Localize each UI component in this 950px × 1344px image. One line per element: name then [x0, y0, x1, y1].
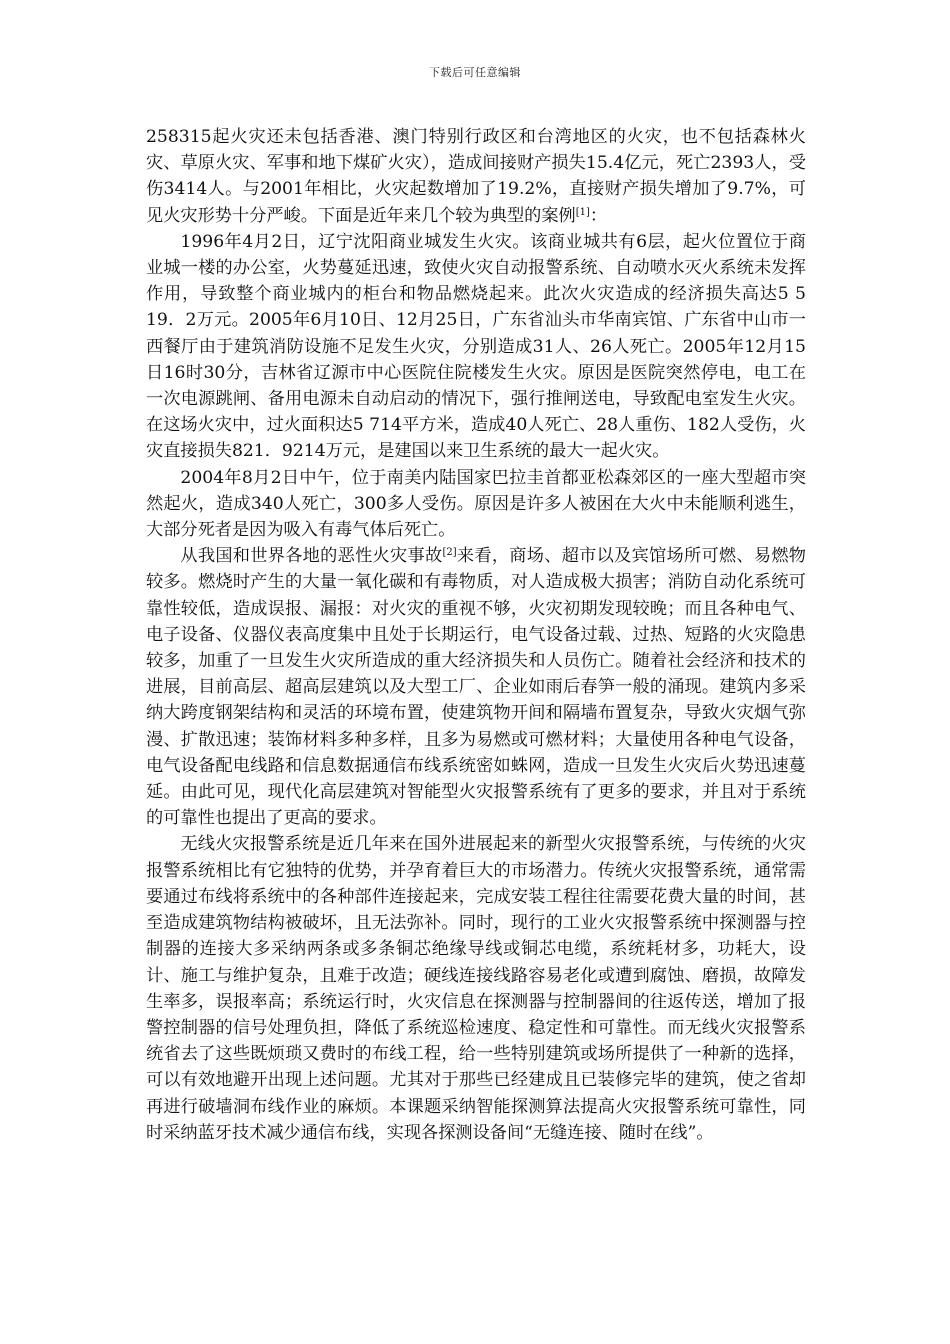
citation-reference: [2] [442, 547, 457, 559]
paragraph-text: 无线火灾报警系统是近几年来在国外进展起来的新型火灾报警系统，与传统的火灾报警系统相比有它独特的优势，并孕育着巨大的市场潜力。传统火灾报警系统，通常需要通过布线将系统中的各种部件连接起来，完成安装工程往往需要花费大量的时间，甚至造成建筑物结构被破坏，且无法弥补。同时，现行的工业火灾报警系统中探测器与控制器的连接大多采纳两条或多条铜芯绝缘导线或铜芯电缆，系统耗材多，功耗大，设计、施工与维护复杂，且难于改造；硬线连接线路容易老化或遭到腐蚀、磨损，故障发生率多，误报率高；系统运行时，火灾信息在探测器与控制器间的往返传送，增加了报警控制器的信号处理负担，降低了系统巡检速度、稳定性和可靠性。而无线火灾报警系统省去了这些既烦琐又费时的布线工程，给一些特别建筑或场所提供了一种新的选择，可以有效地避开出现上述问题。尤其对于那些已经建成且已装修完毕的建筑，使之省却再进行破墙洞布线作业的麻烦。本课题采纳智能探测算法提高火灾报警系统可靠性，同时采纳蓝牙技术减少通信布线，实现各探测设备间“无缝连接、随时在线”。 [146, 834, 806, 1143]
document-body [146, 124, 806, 1146]
paragraph-text: 1996年4月2日，辽宁沈阳商业城发生火灾。该商业城共有6层，起火位置位于商业城一楼的办公室，火势蔓延迅速，致使火灾自动报警系统、自动喷水灭火系统未发挥作用，导致整个商业城内的柜台和物品燃烧起来。此次火灾造成的经济损失高达5 5 19．2万元。2005年6月10日、12月25日，广东省汕头市华南宾馆、广东省中山市一西餐厅由于建筑消防设施不足发生火灾，分别造成31人、26人死亡。2005年12月15日16时30分，吉林省辽源市中心医院住院楼发生火灾。原因是医院突然停电，电工在一次电源跳闸、备用电源未自动启动的情况下，强行推闸送电，导致配电室发生火灾。在这场火灾中，过火面积达5 714平方米，造成40人死亡、28人重伤、182人受伤，火灾直接损失821．9214万元，是建国以来卫生系统的最大一起火灾。 [146, 231, 806, 462]
body-paragraph [146, 831, 806, 1145]
paragraph-text: 2004年8月2日中午，位于南美内陆国家巴拉圭首都亚松森郊区的一座大型超市突然起火，造成340人死亡，300多人受伤。原因是许多人被困在大火中未能顺利逃生，大部分死者是因为吸入有毒气体后死亡。 [146, 467, 806, 541]
body-paragraph [146, 124, 806, 229]
paragraph-text: 258315起火灾还未包括香港、澳门特别行政区和台湾地区的火灾，也不包括森林火灾、草原火灾、军事和地下煤矿火灾），造成间接财产损失15.4亿元，死亡2393人，受伤3414人。与2001年相比，火灾起数增加了19.2%，直接财产损失增加了9.7%，可见火灾形势十分严峻。下面是近年来几个较为典型的案例 [146, 127, 806, 226]
paragraph-text: 从我国和世界各地的恶性火灾事故 [180, 546, 443, 567]
body-paragraph [146, 465, 806, 544]
paragraph-text: ： [589, 205, 608, 226]
body-paragraph [146, 229, 806, 465]
body-paragraph [146, 543, 806, 831]
paragraph-text: 来看，商场、超市以及宾馆场所可燃、易燃物较多。燃烧时产生的大量一氧化碳和有毒物质，对人造成极大损害；消防自动化系统可靠性较低，造成误报、漏报：对火灾的重视不够，火灾初期发现较晚；而且各种电气、电子设备、仪器仪表高度集中且处于长期运行，电气设备过载、过热、短路的火灾隐患较多，加重了一旦发生火灾所造成的重大经济损失和人员伤亡。随着社会经济和技术的进展，目前高层、超高层建筑以及大型工厂、企业如雨后春笋一般的涌现。建筑内多采纳大跨度钢架结构和灵活的环境布置，使建筑物开间和隔墙布置复杂，导致火灾烟气弥漫、扩散迅速；装饰材料多种多样，且多为易燃或可燃材料；大量使用各种电气设备，电气设备配电线路和信息数据通信布线系统密如蛛网，造成一旦发生火灾后火势迅速蔓延。由此可见，现代化高层建筑对智能型火灾报警系统有了更多的要求，并且对于系统的可靠性也提出了更高的要求。 [146, 546, 806, 829]
citation-reference: [1] [575, 206, 590, 218]
page-header: 下载后可任意编辑 [429, 66, 521, 79]
